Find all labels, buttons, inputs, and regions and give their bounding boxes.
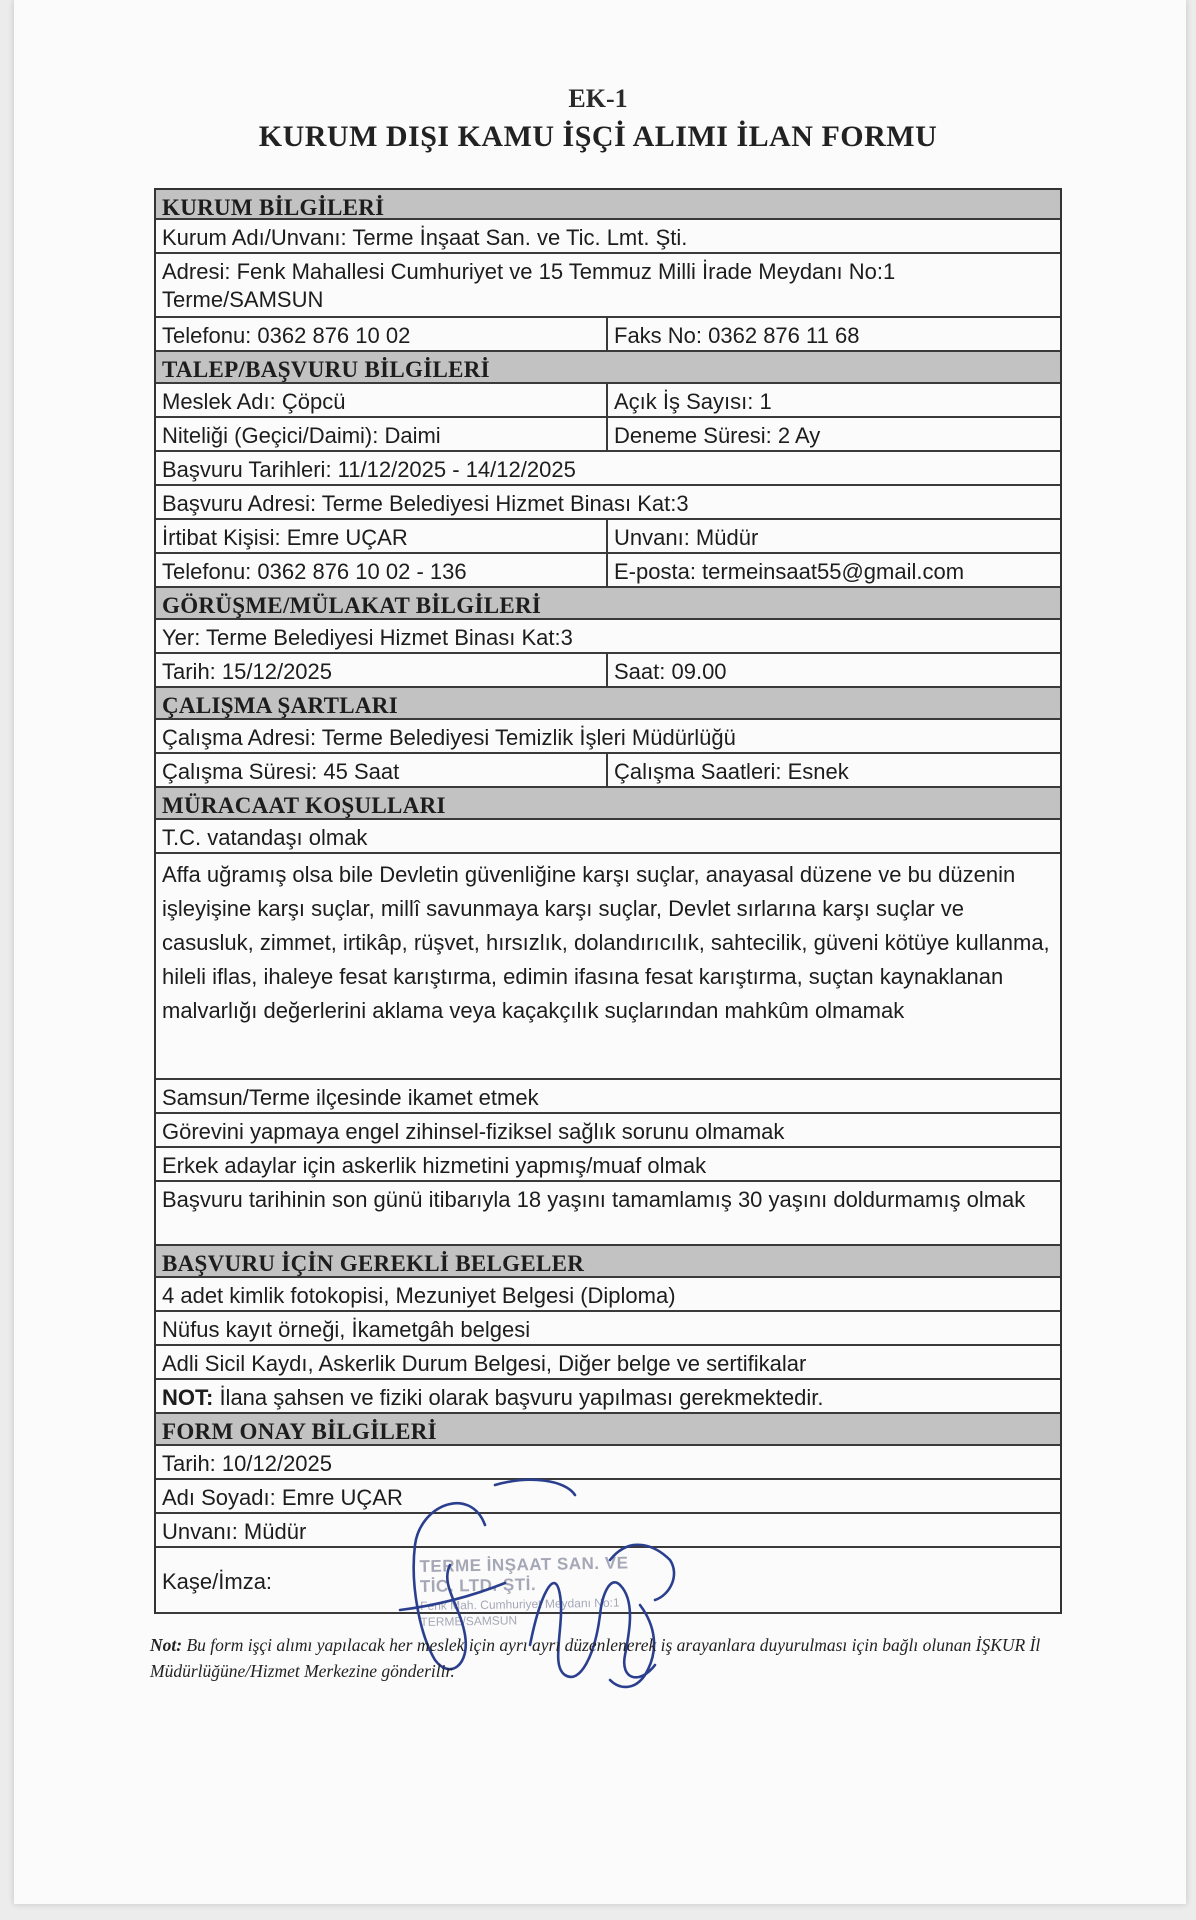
list-item xyxy=(156,1114,1060,1148)
page-title: KURUM DIŞI KAMU İŞÇİ ALIMI İLAN FORMU xyxy=(258,120,938,153)
condition-text: Samsun/Terme ilçesinde ikamet etmek xyxy=(162,1085,539,1110)
section-muracaat xyxy=(156,788,1060,820)
section-title: KURUM BİLGİLERİ xyxy=(162,195,385,220)
application-note xyxy=(156,1380,1060,1412)
application-dates: Başvuru Tarihleri: 11/12/2025 - 14/12/2025 xyxy=(162,457,576,482)
approval-date: Tarih: 10/12/2025 xyxy=(162,1451,333,1476)
form-row xyxy=(156,620,1060,654)
contact-phone: Telefonu: 0362 876 10 02 - 136 xyxy=(156,554,608,586)
approver-title: Unvanı: Müdür xyxy=(162,1519,307,1544)
form-row xyxy=(156,220,1060,254)
list-item xyxy=(156,854,1060,1080)
form-row xyxy=(156,384,1060,418)
contact-title: Unvanı: Müdür xyxy=(614,525,759,550)
form-row xyxy=(156,1380,1060,1414)
work-duration: Çalışma Süresi: 45 Saat xyxy=(156,754,608,786)
footnote-label: Not: xyxy=(150,1635,183,1655)
approver-name: Adı Soyadı: Emre UÇAR xyxy=(162,1485,403,1510)
list-item xyxy=(156,1148,1060,1182)
contact-person: İrtibat Kişisi: Emre UÇAR xyxy=(156,520,608,552)
condition-text: Başvuru tarihinin son günü itibarıyla 18 yaşını tamamlamış 30 yaşını doldurmamış olmak xyxy=(162,1187,1026,1212)
work-hours: Çalışma Saatleri: Esnek xyxy=(614,759,849,784)
form-row xyxy=(156,254,1060,318)
section-gorusme xyxy=(156,588,1060,620)
section-title: GÖRÜŞME/MÜLAKAT BİLGİLERİ xyxy=(162,593,542,618)
section-onay xyxy=(156,1414,1060,1446)
form-row xyxy=(156,754,1060,788)
form-row xyxy=(156,520,1060,554)
contact-email: E-posta: termeinsaat55@gmail.com xyxy=(614,559,965,584)
section-belgeler xyxy=(156,1246,1060,1278)
job-name: Meslek Adı: Çöpcü xyxy=(156,384,608,416)
annex-label: EK-1 xyxy=(568,84,628,113)
list-item xyxy=(156,1080,1060,1114)
section-title: MÜRACAAT KOŞULLARI xyxy=(162,793,446,818)
list-item xyxy=(156,1312,1060,1346)
stamp-line: TERME İNŞAAT SAN. VE TİC. LTD. ŞTİ. xyxy=(419,1553,629,1597)
section-title: FORM ONAY BİLGİLERİ xyxy=(162,1419,437,1444)
note-label: NOT: xyxy=(162,1385,214,1410)
condition-text: Erkek adaylar için askerlik hizmetini yapmış/muaf olmak xyxy=(162,1153,707,1178)
condition-text: Affa uğramış olsa bile Devletin güvenliğine karşı suçlar, anayasal düzene ve bu düzenin işleyişine karşı suçlar, millî savunmaya karşı suçlar, Devlet sırlarına karşı suçlar ve casusluk, zimmet, irtikâp, rüşvet, hırsızlık, dolandırıcılık, sahtecilik, güveni kötüye kullanma, hileli iflas, ihaleye fesat karıştırma, edimin ifasına fesat karıştırma, suçtan kaynaklanan malvarlığı değerlerini aklama veya kaçakçılık suçlarından mahkûm olmamak xyxy=(162,862,1050,1023)
application-address: Başvuru Adresi: Terme Belediyesi Hizmet Binası Kat:3 xyxy=(162,491,689,516)
interview-place: Yer: Terme Belediyesi Hizmet Binası Kat:3 xyxy=(162,625,573,650)
stamp-line: Fenk Mah. Cumhuriyet Meydanı No:1 xyxy=(420,1595,620,1614)
job-nature: Niteliği (Geçici/Daimi): Daimi xyxy=(156,418,608,450)
form-table xyxy=(154,188,1062,1614)
section-title: TALEP/BAŞVURU BİLGİLERİ xyxy=(162,357,490,382)
footnote-text: Bu form işçi alımı yapılacak her meslek için ayrı ayrı düzenlenerek iş arayanlara duyurulması için bağlı olunan İŞKUR İl Müdürlüğüne/Hizmet Merkezine gönderilir. xyxy=(150,1635,1041,1681)
note-text: İlana şahsen ve fiziki olarak başvuru yapılması gerekmektedir. xyxy=(213,1385,824,1410)
list-item xyxy=(156,1346,1060,1380)
interview-time: Saat: 09.00 xyxy=(614,659,727,684)
interview-date: Tarih: 15/12/2025 xyxy=(156,654,608,686)
document-item: Adli Sicil Kaydı, Askerlik Durum Belgesi, Diğer belge ve sertifikalar xyxy=(162,1351,807,1376)
form-row xyxy=(156,486,1060,520)
section-calisma xyxy=(156,688,1060,720)
list-item xyxy=(156,1182,1060,1246)
institution-phone: Telefonu: 0362 876 10 02 xyxy=(156,318,608,350)
section-kurum xyxy=(156,190,1060,220)
document-item: 4 adet kimlik fotokopisi, Mezuniyet Belgesi (Diploma) xyxy=(162,1283,676,1308)
section-talep xyxy=(156,352,1060,384)
section-title: BAŞVURU İÇİN GEREKLİ BELGELER xyxy=(162,1251,585,1276)
form-row xyxy=(156,654,1060,688)
form-row xyxy=(156,318,1060,352)
list-item xyxy=(156,820,1060,854)
form-row xyxy=(156,452,1060,486)
condition-text: T.C. vatandaşı olmak xyxy=(162,825,368,850)
list-item xyxy=(156,1278,1060,1312)
form-row xyxy=(156,418,1060,452)
stamp-line: TERME/SAMSUN xyxy=(420,1613,518,1630)
institution-address: Adresi: Fenk Mahallesi Cumhuriyet ve 15 Temmuz Milli İrade Meydanı No:1 Terme/SAMSUN xyxy=(162,259,896,312)
institution-fax: Faks No: 0362 876 11 68 xyxy=(614,323,860,348)
work-address: Çalışma Adresi: Terme Belediyesi Temizlik İşleri Müdürlüğü xyxy=(162,725,736,750)
institution-name: Kurum Adı/Unvanı: Terme İnşaat San. ve Tic. Lmt. Şti. xyxy=(162,225,688,250)
section-title: ÇALIŞMA ŞARTLARI xyxy=(162,693,398,718)
condition-text: Görevini yapmaya engel zihinsel-fiziksel sağlık sorunu olmamak xyxy=(162,1119,785,1144)
openings: Açık İş Sayısı: 1 xyxy=(614,389,772,414)
document-item: Nüfus kayıt örneği, İkametgâh belgesi xyxy=(162,1317,531,1342)
trial-period: Deneme Süresi: 2 Ay xyxy=(614,423,821,448)
footnote xyxy=(150,1632,1080,1684)
stamp-signature-label: Kaşe/İmza: xyxy=(162,1569,273,1594)
form-row xyxy=(156,554,1060,588)
form-row xyxy=(156,720,1060,754)
